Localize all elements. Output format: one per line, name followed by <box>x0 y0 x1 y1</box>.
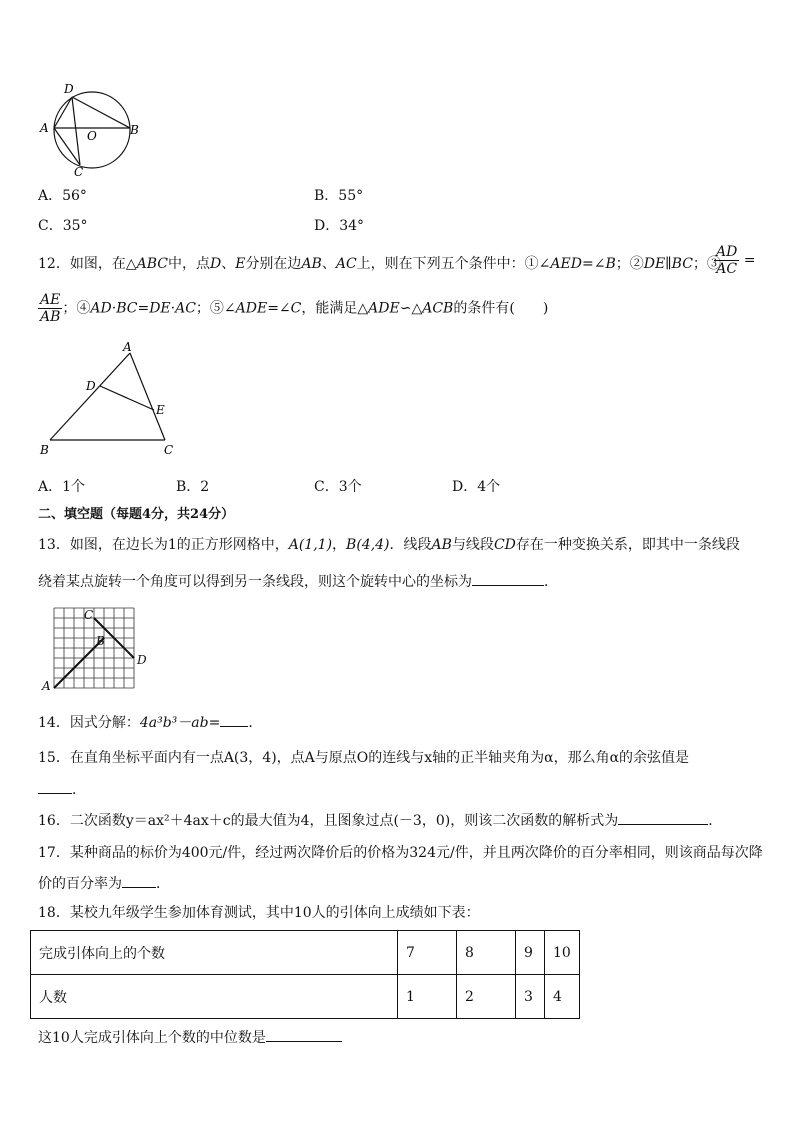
label-o: O <box>87 129 97 143</box>
q17-line2: 价的百分率为 ． <box>38 873 170 894</box>
q12-triangle-figure <box>34 338 184 463</box>
side-ac <box>130 353 165 440</box>
section-title: 二、填空题（每题4分，共24分） <box>38 507 235 522</box>
label-c: C <box>164 443 174 457</box>
table-row <box>31 975 580 1019</box>
q18-answer-blank[interactable] <box>266 1027 342 1042</box>
q15-line1: 15．在直角坐标平面内有一点A(3，4)，点A与原点O的连线与x轴的正半轴夹角为α，那么角α的余弦值是 <box>38 750 690 766</box>
q13-answer-blank[interactable] <box>472 571 544 586</box>
segment-de <box>100 386 154 410</box>
q11-option-d[interactable]: D．34° <box>314 218 365 234</box>
chord-db <box>72 97 130 128</box>
label-d: D <box>64 82 74 96</box>
table-cell: 2 <box>457 975 516 1019</box>
q15-line2: ． <box>38 779 86 800</box>
chord-ad <box>54 97 72 128</box>
q18-question: 这10人完成引体向上个数的中位数是 <box>38 1027 342 1048</box>
q12-option-a[interactable]: A．1个 <box>38 479 86 495</box>
q12-fraction-ae-ab: $\frac{AE}{AB}$ <box>40 292 61 325</box>
q11-option-c[interactable]: C．35° <box>38 218 88 234</box>
table-cell: 3 <box>516 975 545 1019</box>
q12-option-c[interactable]: C．3个 <box>314 479 362 495</box>
q16-line: 16．二次函数y＝ax²＋4ax＋c的最大值为4，且图象过点(－3，0)，则该二次函数的解析式为 ． <box>38 810 722 831</box>
q12-line1: 12．如图，在△ABC中，点D、E分别在边AB、AC上，则在下列五个条件中：①∠AED=∠B；②DE∥BC；③ <box>38 256 721 272</box>
q12-option-d[interactable]: D．4个 <box>452 479 501 495</box>
table-cell: 8 <box>457 931 516 975</box>
q12-fraction-ad-ac: $\frac{AD}{AC}$ = <box>716 244 756 277</box>
q15-answer-blank[interactable] <box>38 779 72 794</box>
label-a: A <box>42 679 51 693</box>
label-d: D <box>137 653 147 667</box>
label-b: B <box>96 634 105 648</box>
table-cell: 9 <box>516 931 545 975</box>
label-c: C <box>84 608 94 622</box>
q13-grid-figure <box>40 602 152 694</box>
table-cell: 7 <box>398 931 457 975</box>
q11-circle-figure <box>34 80 144 180</box>
q17-line1: 17．某种商品的标价为400元/件，经过两次降价后的价格为324元/件，并且两次降价的百分率相同，则该商品每次降 <box>38 845 763 861</box>
q17-answer-blank[interactable] <box>122 873 156 888</box>
table-header-cell: 完成引体向上的个数 <box>31 931 398 975</box>
label-b: B <box>130 123 139 137</box>
q11-option-b[interactable]: B．55° <box>314 188 364 204</box>
side-ab <box>50 353 130 440</box>
label-e: E <box>156 403 165 417</box>
table-cell: 1 <box>398 975 457 1019</box>
q12-option-b[interactable]: B．2 <box>176 479 210 495</box>
q13-line2: 绕着某点旋转一个角度可以得到另一条线段，则这个旋转中心的坐标为 ． <box>38 571 558 592</box>
q14-answer-blank[interactable] <box>220 712 248 727</box>
label-c: C <box>74 165 84 179</box>
q14-line: 14．因式分解：4a³b³－ab= ． <box>38 712 262 733</box>
q18-score-table <box>30 930 580 1019</box>
label-a: A <box>40 121 49 135</box>
table-cell: 4 <box>545 975 580 1019</box>
table-cell: 10 <box>545 931 580 975</box>
label-a: A <box>123 340 132 354</box>
q18-intro: 18．某校九年级学生参加体育测试，其中10人的引体向上成绩如下表： <box>38 905 480 921</box>
label-d: D <box>86 379 96 393</box>
table-header-cell: 人数 <box>31 975 398 1019</box>
label-b: B <box>40 443 49 457</box>
q16-answer-blank[interactable] <box>618 810 708 825</box>
table-row <box>31 931 580 975</box>
q13-line1: 13．如图，在边长为1的正方形网格中，A(1,1)，B(4,4)．线段AB与线段CD存在一种变换关系，即其中一条线段 <box>38 537 740 553</box>
q12-line2: $\frac{AE}{AB}$ ；④AD·BC=DE·AC；⑤∠ADE=∠C，能满足△ADE∽△ACB的条件有( ) <box>40 292 549 325</box>
q11-option-a[interactable]: A．56° <box>38 188 87 204</box>
